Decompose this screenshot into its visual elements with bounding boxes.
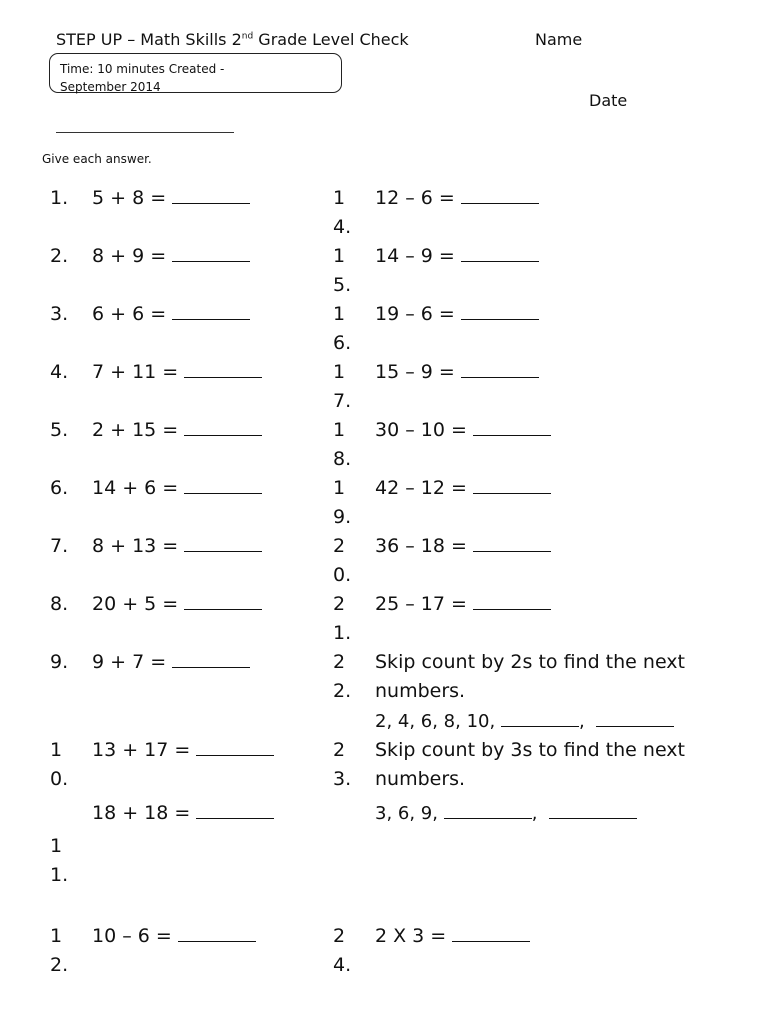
problem-number: 2 4.: [333, 925, 352, 976]
answer-blank[interactable]: [461, 301, 539, 320]
problem-number: 6.: [50, 477, 69, 499]
answer-blank[interactable]: [461, 243, 539, 262]
problem-number: 1 1.: [50, 835, 69, 886]
sequence-text: 2, 4, 6, 8, 10,: [375, 711, 496, 732]
problem-item: [92, 799, 274, 828]
problem-item: [92, 532, 262, 561]
problem-item: [375, 300, 539, 329]
problem-item: [92, 242, 250, 271]
problem-item: [92, 922, 256, 951]
answer-blank[interactable]: [596, 708, 674, 727]
problem-item: [375, 242, 539, 271]
time-line-2: September 2014: [60, 80, 161, 94]
answer-blank[interactable]: [178, 923, 256, 942]
skip-count-instruction: Skip count by 2s to find the next: [375, 651, 685, 673]
answer-blank[interactable]: [452, 923, 530, 942]
instruction-text: Give each answer.: [42, 152, 152, 166]
skip-count-sequence: 2, 4, 6, 8, 10, ,: [375, 707, 674, 736]
problem-text: 18 + 18 =: [92, 802, 191, 824]
answer-blank[interactable]: [473, 591, 551, 610]
date-label: Date: [589, 91, 628, 110]
time-line-1: Time: 10 minutes Created -: [60, 62, 225, 76]
problem-number: 2 1.: [333, 593, 352, 644]
problem-item: [92, 358, 262, 387]
answer-blank[interactable]: [461, 185, 539, 204]
problem-text: 42 – 12 =: [375, 477, 467, 499]
problem-number: 1.: [50, 187, 69, 209]
time-info-box: [49, 53, 342, 93]
skip-count-instruction-cont: numbers.: [375, 768, 466, 790]
problem-number: 1 2.: [50, 925, 69, 976]
answer-blank[interactable]: [172, 649, 250, 668]
problem-number: 2 0.: [333, 535, 352, 586]
problem-number: 2 3.: [333, 739, 352, 790]
problem-number: 1 8.: [333, 419, 352, 470]
sequence-text: 3, 6, 9,: [375, 803, 438, 824]
problem-item: [375, 416, 551, 445]
problem-text: 7 + 11 =: [92, 361, 179, 383]
answer-blank[interactable]: [184, 591, 262, 610]
answer-blank[interactable]: [184, 475, 262, 494]
problem-text: 30 – 10 =: [375, 419, 467, 441]
problem-item: [375, 532, 551, 561]
problem-item: [92, 300, 250, 329]
problem-item: [92, 474, 262, 503]
problem-text: 14 + 6 =: [92, 477, 179, 499]
problem-number: 2 2.: [333, 651, 352, 702]
problem-number: 1 7.: [333, 361, 352, 412]
problem-item: [92, 736, 274, 765]
problem-text: 6 + 6 =: [92, 303, 167, 325]
answer-blank[interactable]: [501, 708, 579, 727]
answer-blank[interactable]: [473, 417, 551, 436]
problem-number: 1 6.: [333, 303, 352, 354]
answer-blank[interactable]: [196, 737, 274, 756]
answer-blank[interactable]: [549, 800, 637, 819]
problem-text: 12 – 6 =: [375, 187, 455, 209]
answer-blank[interactable]: [461, 359, 539, 378]
problem-text: 10 – 6 =: [92, 925, 172, 947]
problem-item: [375, 590, 551, 619]
problem-text: 2 X 3 =: [375, 925, 447, 947]
problem-text: 13 + 17 =: [92, 739, 191, 761]
problem-item: [92, 648, 250, 677]
answer-blank[interactable]: [172, 301, 250, 320]
problem-number: 1 5.: [333, 245, 352, 296]
problem-number: 4.: [50, 361, 69, 383]
worksheet-title: STEP UP – Math Skills 2nd Grade Level Check: [56, 30, 409, 49]
answer-blank[interactable]: [172, 185, 250, 204]
date-answer-line: [56, 132, 234, 133]
name-label: Name: [535, 30, 583, 49]
skip-count-sequence: 3, 6, 9, ,: [375, 799, 637, 828]
answer-blank[interactable]: [444, 800, 532, 819]
problem-number: 1 9.: [333, 477, 352, 528]
problem-number: 1 4.: [333, 187, 352, 238]
answer-blank[interactable]: [172, 243, 250, 262]
problem-text: 25 – 17 =: [375, 593, 467, 615]
problem-text: 19 – 6 =: [375, 303, 455, 325]
problem-text: 36 – 18 =: [375, 535, 467, 557]
problem-item: [92, 184, 250, 213]
answer-blank[interactable]: [473, 533, 551, 552]
problem-number: 7.: [50, 535, 69, 557]
problem-text: 2 + 15 =: [92, 419, 179, 441]
problem-number: 2.: [50, 245, 69, 267]
problem-item: [375, 922, 530, 951]
problem-text: 8 + 13 =: [92, 535, 179, 557]
problem-item: [375, 358, 539, 387]
answer-blank[interactable]: [184, 533, 262, 552]
problem-number: 5.: [50, 419, 69, 441]
answer-blank[interactable]: [184, 359, 262, 378]
problem-number: 8.: [50, 593, 69, 615]
problem-text: 8 + 9 =: [92, 245, 167, 267]
answer-blank[interactable]: [184, 417, 262, 436]
problem-number: 3.: [50, 303, 69, 325]
problem-item: [92, 590, 262, 619]
problem-text: 5 + 8 =: [92, 187, 167, 209]
problem-text: 15 – 9 =: [375, 361, 455, 383]
skip-count-instruction: Skip count by 3s to find the next: [375, 739, 685, 761]
problem-text: 14 – 9 =: [375, 245, 455, 267]
answer-blank[interactable]: [473, 475, 551, 494]
problem-item: [92, 416, 262, 445]
problem-number: 1 0.: [50, 739, 69, 790]
problem-item: [375, 474, 551, 503]
skip-count-instruction-cont: numbers.: [375, 680, 466, 702]
answer-blank[interactable]: [196, 800, 274, 819]
problem-number: 9.: [50, 651, 69, 673]
problem-text: 9 + 7 =: [92, 651, 167, 673]
problem-text: 20 + 5 =: [92, 593, 179, 615]
problem-item: [375, 184, 539, 213]
